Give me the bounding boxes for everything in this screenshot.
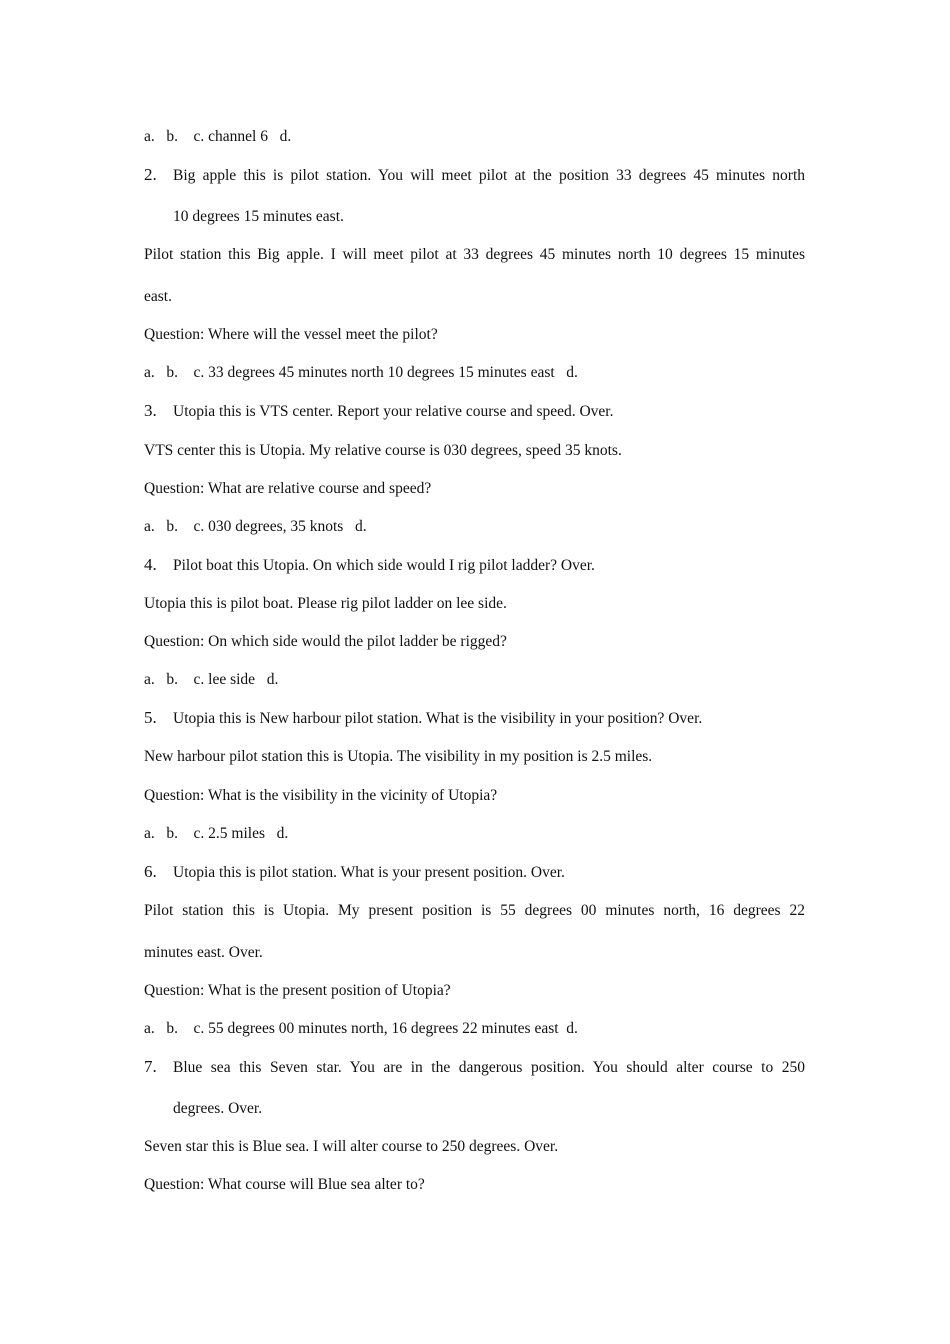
answer-options (144, 1019, 578, 1039)
option-a: a. (144, 825, 155, 842)
radio-call: Utopia this is pilot station. What is your present position. Over. (173, 864, 565, 881)
option-b: b. (166, 825, 179, 842)
radio-call-continued: degrees. Over. (173, 1100, 263, 1117)
option-b: b. (166, 1020, 179, 1037)
question-text: Question: What are relative course and speed? (144, 480, 432, 497)
option-a: a. (144, 364, 155, 381)
radio-call-continued: 10 degrees 15 minutes east. (173, 208, 344, 225)
option-d: d. (566, 1020, 578, 1037)
question-number: 3. (144, 401, 157, 420)
option-d: d. (354, 518, 367, 535)
question-number: 5. (144, 708, 157, 727)
radio-reply: New harbour pilot station this is Utopia. The visibility in my position is 2.5 miles. (144, 748, 653, 765)
answer-options (144, 670, 278, 690)
radio-call: Big apple this is pilot station. You will meet pilot at the position 33 degrees 45 minutes north (173, 167, 805, 184)
option-a: a. (144, 518, 155, 535)
option-b: b. (166, 671, 179, 688)
answer-options (144, 824, 288, 844)
option-a: a. (144, 128, 155, 145)
option-c: c. 33 degrees 45 minutes north 10 degrees 15 minutes east (193, 364, 555, 381)
radio-reply: Seven star this is Blue sea. I will alter course to 250 degrees. Over. (144, 1138, 559, 1155)
question-number: 7. (144, 1057, 157, 1076)
option-b: b. (166, 364, 179, 381)
option-d: d. (266, 671, 279, 688)
option-b: b. (166, 518, 179, 535)
radio-reply: Utopia this is pilot boat. Please rig pilot ladder on lee side. (144, 595, 507, 612)
option-c: c. lee side (193, 671, 256, 688)
radio-reply: Pilot station this Big apple. I will meet pilot at 33 degrees 45 minutes north 10 degrees 15 minutes (144, 246, 805, 263)
option-d: d. (276, 825, 289, 842)
option-d: d. (279, 128, 292, 145)
option-c: c. 55 degrees 00 minutes north, 16 degrees 22 minutes east (193, 1020, 559, 1037)
option-a: a. (144, 671, 155, 688)
radio-reply-continued: east. (144, 288, 172, 305)
option-b: b. (166, 128, 179, 145)
question-text: Question: On which side would the pilot ladder be rigged? (144, 633, 507, 650)
answer-options (144, 127, 291, 147)
question-number: 4. (144, 555, 157, 574)
option-c: c. channel 6 (193, 128, 268, 145)
option-d: d. (566, 364, 578, 381)
question-text: Question: What is the visibility in the vicinity of Utopia? (144, 787, 498, 804)
radio-reply-continued: minutes east. Over. (144, 944, 263, 961)
option-c: c. 030 degrees, 35 knots (193, 518, 344, 535)
radio-call: Blue sea this Seven star. You are in the dangerous position. You should alter course to 250 (173, 1059, 805, 1076)
option-a: a. (144, 1020, 155, 1037)
question-number: 6. (144, 862, 157, 881)
question-text: Question: Where will the vessel meet the pilot? (144, 326, 438, 343)
radio-reply: VTS center this is Utopia. My relative course is 030 degrees, speed 35 knots. (144, 442, 622, 459)
question-number: 2. (144, 165, 157, 184)
question-text: Question: What is the present position of Utopia? (144, 982, 451, 999)
radio-call: Utopia this is New harbour pilot station. What is the visibility in your position? Over. (173, 710, 703, 727)
radio-call: Utopia this is VTS center. Report your relative course and speed. Over. (173, 403, 614, 420)
answer-options (144, 363, 578, 383)
question-text: Question: What course will Blue sea alter to? (144, 1176, 425, 1193)
option-c: c. 2.5 miles (193, 825, 265, 842)
radio-call: Pilot boat this Utopia. On which side would I rig pilot ladder? Over. (173, 557, 595, 574)
radio-reply: Pilot station this is Utopia. My present position is 55 degrees 00 minutes north, 16 degrees 22 (144, 902, 805, 919)
answer-options (144, 517, 367, 537)
